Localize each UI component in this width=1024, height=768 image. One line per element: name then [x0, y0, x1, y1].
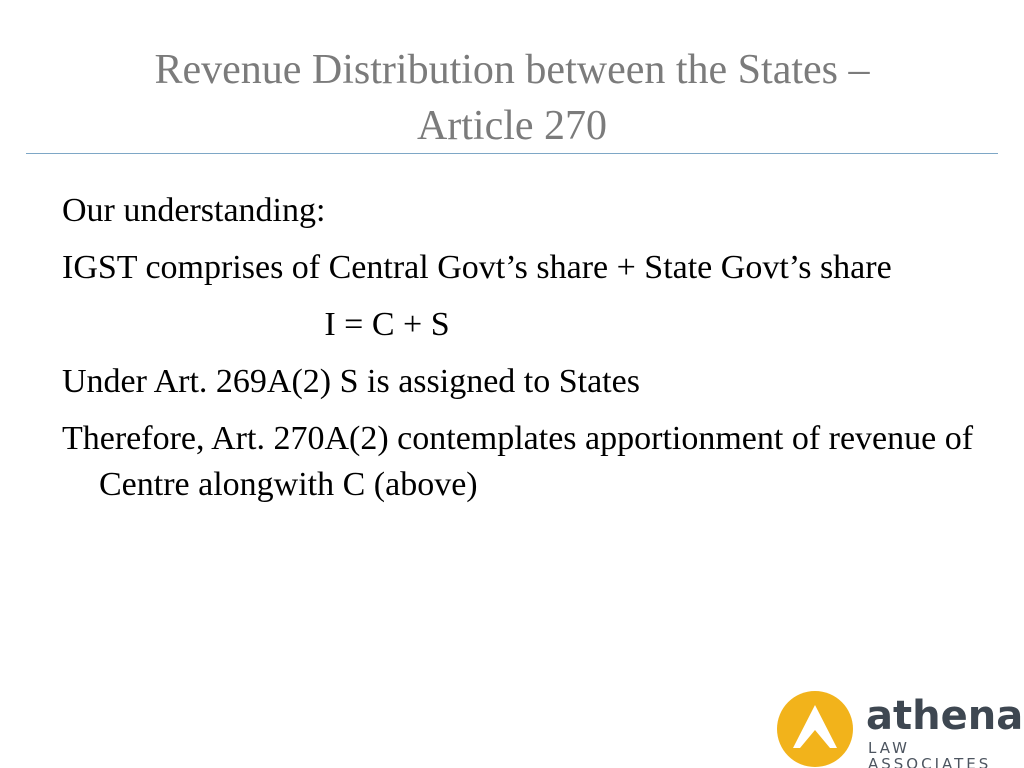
athena-logo-mark-icon	[776, 690, 854, 768]
igst-point-text: IGST comprises of Central Govt’s share + State Govt’s share	[62, 249, 892, 286]
intro-text: Our understanding:	[62, 192, 326, 229]
title-divider	[26, 153, 998, 154]
slide-title	[0, 42, 1024, 154]
slide-title-line-1: Revenue Distribution between the States –	[154, 47, 870, 93]
article-270-text: Therefore, Art. 270A(2) contemplates apportionment of revenue of Centre alongwith C (above)	[62, 420, 974, 503]
athena-logo-name: athena	[866, 693, 1024, 739]
slide-title-line-2: Article 270	[416, 103, 608, 149]
athena-logo-subtitle: LAW ASSOCIATES	[868, 739, 992, 768]
equation-text: I = C + S	[324, 306, 450, 343]
slide-body	[62, 188, 982, 519]
article-269-text: Under Art. 269A(2) S is assigned to States	[62, 363, 640, 400]
athena-logo	[776, 690, 1022, 768]
